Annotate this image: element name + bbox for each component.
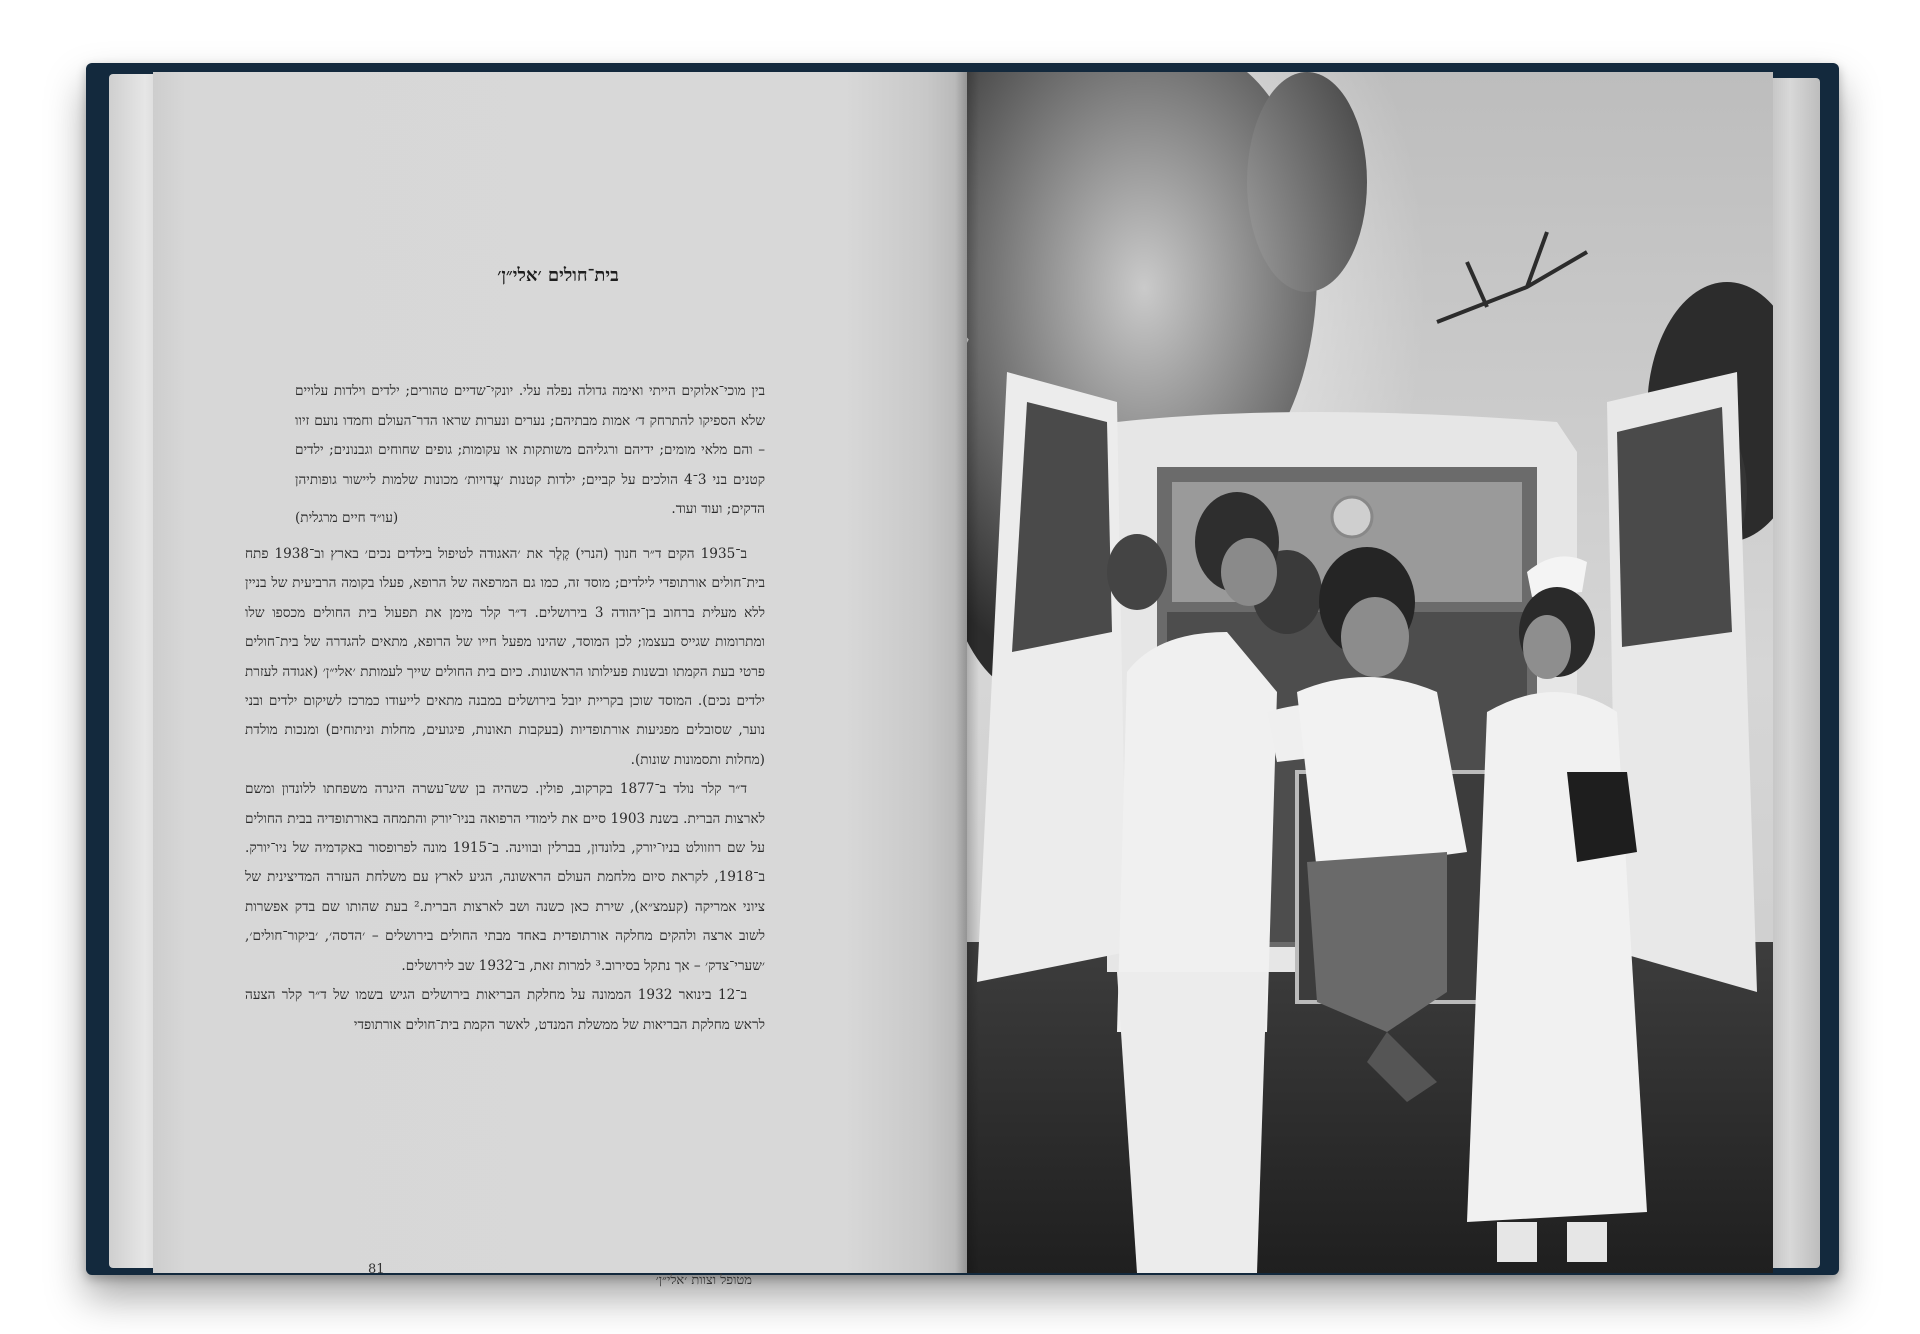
left-page (153, 72, 967, 1288)
paragraph: ד״ר קלר נולד ב־1877 בקרקוב, פולין. כשהיה בן שש־עשרה היגרה משפחתו ללונדון ומשם לארצות הברית. בשנת 1903 סיים את לימודי הרפואה בניו־יורק והתמחה באורתופדיה בבית החולים על שם רוזוולט בניו־יורק, בלונדון, בברלין ובווינה. ב־1915 מונה לפרופסור באקדמיה של ניו־יורק. ב־1918, לקראת סיום מלחמת העולם הראשונה, הגיע לארץ עם משלחת העזרה המדיצינית של ציוני אמריקה (קעמצ״א), שירת כאן כשנה ושב לארצות הברית.² בעת שהותו שם בדק אפשרות לשוב ארצה ולהקים מחלקה אורתופדית באחד מבתי החולים בירושלים – ׳הדסה׳, ׳ביקור־חולים׳, ׳שערי־צדק׳ – אך נתקל בסירוב.³ למרות זאת, ב־1932 שב לירושלים. (245, 781, 766, 974)
ambulance-transfer-photo (967, 72, 1773, 1273)
paragraph: ב־1935 הקים ד״ר חנוך (הנרי) קֶלֶר את ׳האגודה לטיפול בילדים נכים׳ בארץ וב־1938 פתח בית־חולים אורתופדי לילדים; מוסד זה, כמו גם המרפאה של הרופא, פעלו בקומה הרביעית של בניין ללא מעלית ברחוב בן־יהודה 3 בירושלים. ד״ר קלר מימן את תפעול בית החולים מכספו שלו ומתרומות שגייס בעצמו; לכן המוסד, שהינו מפעל חייו של הרופא, מתאים להגדרה של בית־חולים פרטי בעת הקמתו ובשנות פעילותו הראשונות. כיום בית החולים שייך לעמותת ׳אלי״ן׳ (אגודה לעזרת ילדים נכים). המוסד שוכן בקריית יובל בירושלים במבנה מתאים לייעודו כמרכז לשיקום ילדים ובני נוער, שסובלים מפגיעות אורתופדיות (בעקבות תאונות, פיגועים, מחלות וניתוחים) ומנכות מולדת (מחלות ותסמונות שונות). (245, 546, 765, 768)
chapter-title: בית־חולים ׳אלי״ן׳ (497, 265, 619, 286)
body-text (245, 540, 765, 1040)
paragraph: ב־12 בינואר 1932 הממונה על מחלקת הבריאות בירושלים הגיש בשמו של ד״ר קלר הצעה לראש מחלקת הבריאות של ממשלת המנדט, לאשר הקמת בית־חולים אורתופדי (245, 987, 765, 1033)
right-page-photo (967, 72, 1773, 1273)
page-number: 81 (368, 1262, 385, 1277)
running-head: מטופל וצוות ׳אלי״ן׳ (655, 1273, 752, 1288)
right-page-stack (1770, 78, 1820, 1268)
epigraph-quote: בין מוכי־אלוקים הייתי ואימה גדולה נפלה עלי. יונקי־שדיים טהורים; ילדים וילדות עלויים שלא הספיקו להתרחק ד׳ אמות מבתיהם; נערים ונערות שראו הדר־העולם וחמדו נועם זיוו – והם מלאי מומים; ידיהם ורגליהם משותקות או עקומות; גופים שחוחים וגבנונים; ילדים קטנים בני 3־4 הולכים על קביים; ילדות קטנות ׳עֲדויות׳ מכונות שלמות ליישור גופותיהן הדקים; ועוד ועוד. (295, 383, 765, 517)
epigraph-attribution: (עו״ד חיים מרגלית) (295, 510, 399, 526)
